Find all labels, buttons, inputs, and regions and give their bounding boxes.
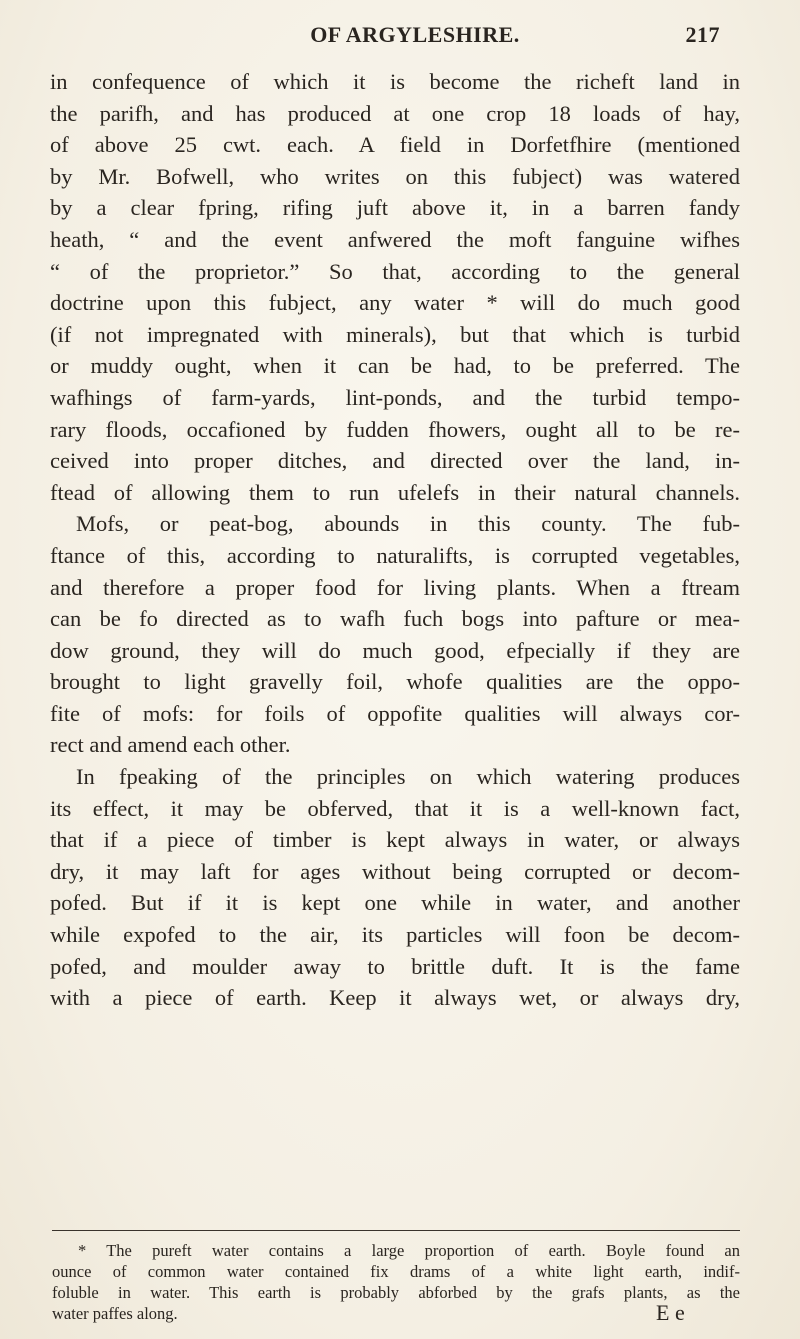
text-line: while expofed to the air, its particles will foon be decom- [50, 922, 740, 948]
text-line: or muddy ought, when it can be had, to be preferred. The [50, 353, 740, 379]
text-line: (if not impregnated with minerals), but that which is turbid [50, 321, 740, 347]
paragraph-start-line: Mofs, or peat-bog, abounds in this county. The fub- [76, 511, 740, 537]
page-number: 217 [685, 22, 720, 47]
text-line: the parifh, and has produced at one crop 18 loads of hay, [50, 100, 740, 126]
text-line: pofed. But if it is kept one while in water, and another [50, 890, 740, 916]
text-line: by a clear fpring, rifing juft above it, in a barren fandy [50, 195, 740, 221]
text-line: fite of mofs: for foils of oppofite qualities will always cor- [50, 700, 740, 726]
footnote [52, 1240, 740, 1324]
text-line: can be fo directed as to wafh fuch bogs into pafture or mea- [50, 606, 740, 632]
footnote-line: ounce of common water contained fix drams of a white light earth, indif- [52, 1262, 740, 1281]
text-line: with a piece of earth. Keep it always wet, or always dry, [50, 985, 740, 1011]
body-text [50, 66, 740, 1014]
text-line: dry, it may laft for ages without being corrupted or decom- [50, 858, 740, 884]
footnote-rule [52, 1230, 740, 1231]
text-line: its effect, it may be obferved, that it is a well-known fact, [50, 795, 740, 821]
text-line: of above 25 cwt. each. A field in Dorfetfhire (mentioned [50, 132, 740, 158]
text-line: ftead of allowing them to run ufelefs in their natural channels. [50, 479, 740, 505]
paragraph-end-line: rect and amend each other. [50, 732, 291, 758]
footnote-line: * The pureft water contains a large proportion of earth. Boyle found an [78, 1241, 740, 1260]
text-line: ftance of this, according to naturalifts, is corrupted vegetables, [50, 542, 740, 568]
text-line: in confequence of which it is become the richeft land in [50, 69, 740, 94]
text-line: brought to light gravelly foil, whofe qualities are the oppo- [50, 669, 740, 695]
text-line: ceived into proper ditches, and directed over the land, in- [50, 448, 740, 474]
catchword: E e [656, 1300, 685, 1325]
text-line: rary floods, occafioned by fudden fhowers, ought all to be re- [50, 416, 740, 442]
text-line: dow ground, they will do much good, efpecially if they are [50, 637, 740, 663]
text-line: heath, “ and the event anfwered the moft fanguine wifhes [50, 226, 740, 252]
text-line: that if a piece of timber is kept always in water, or always [50, 827, 740, 853]
text-line: pofed, and moulder away to brittle duft. It is the fame [50, 953, 740, 979]
running-head [110, 22, 720, 52]
running-head-title: OF ARGYLESHIRE. [310, 22, 520, 47]
paragraph-start-line: In fpeaking of the principles on which watering produces [76, 764, 740, 790]
text-line: wafhings of farm-yards, lint-ponds, and the turbid tempo- [50, 384, 740, 410]
text-line: “ of the proprietor.” So that, according to the general [50, 258, 740, 284]
text-line: and therefore a proper food for living plants. When a ftream [50, 574, 740, 600]
text-line: by Mr. Bofwell, who writes on this fubject) was watered [50, 163, 740, 189]
footnote-line: foluble in water. This earth is probably abforbed by the grafs plants, as the [52, 1283, 740, 1302]
footnote-line: water paffes along. [52, 1304, 178, 1323]
text-line: doctrine upon this fubject, any water * will do much good [50, 290, 740, 316]
